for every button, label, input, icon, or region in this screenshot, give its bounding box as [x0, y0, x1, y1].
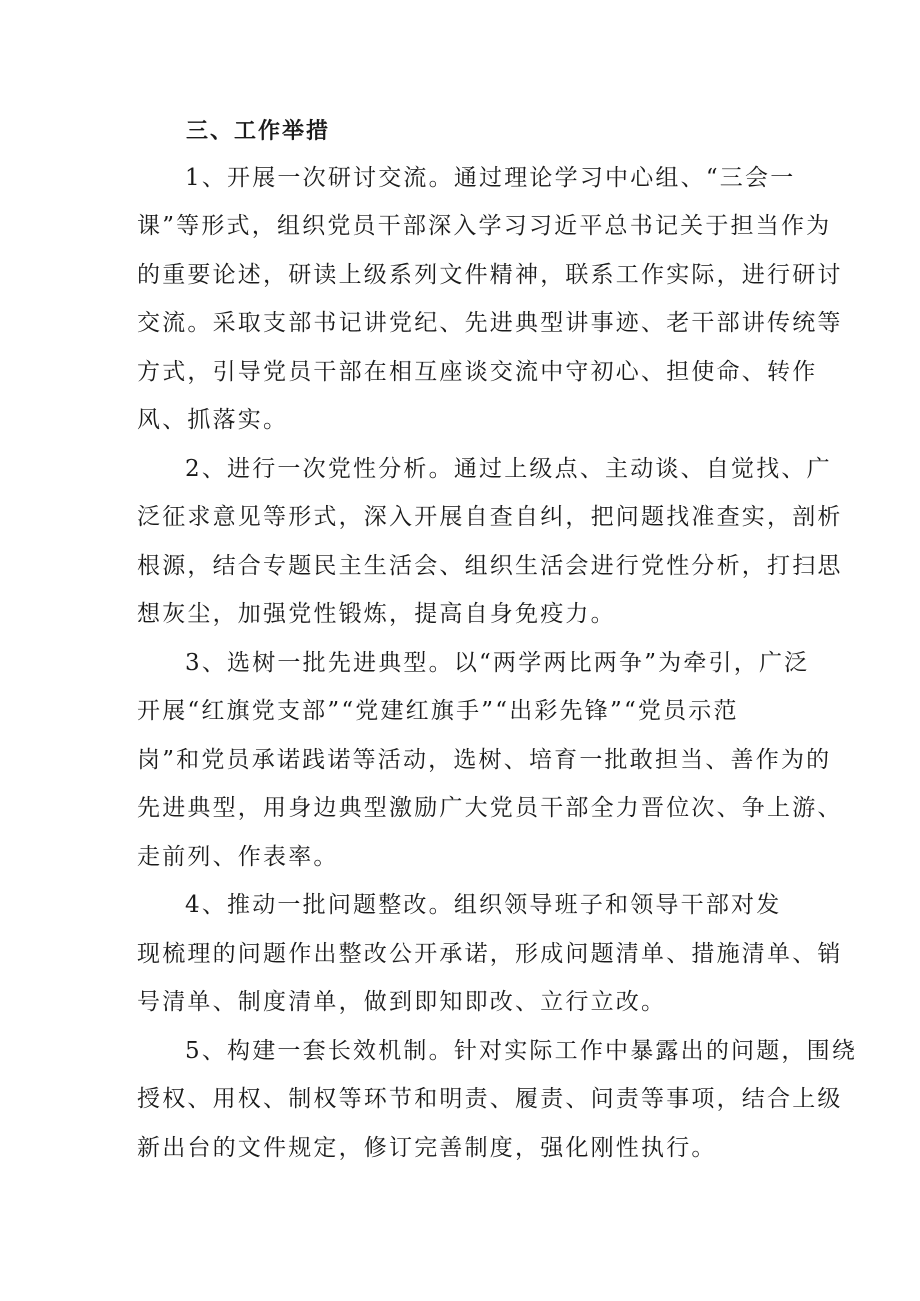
paragraph-5-line-3: 新出台的文件规定，修订完善制度，强化刚性执行。	[137, 1135, 717, 1161]
paragraph-1-line-2: 课”等形式，组织党员干部深入学习习近平总书记关于担当作为	[137, 213, 832, 239]
section-title: 三、工作举措	[186, 119, 331, 144]
paragraph-2-line-4: 想灰尘，加强党性锻炼，提高自身免疫力。	[137, 601, 616, 627]
paragraph-4-line-3: 号清单、制度清单，做到即知即改、立行立改。	[137, 989, 667, 1015]
paragraph-3-line-5: 走前列、作表率。	[137, 844, 339, 870]
paragraph-2-line-3: 根源，结合专题民主生活会、组织生活会进行党性分析，打扫思	[137, 553, 843, 579]
paragraph-1-line-4: 交流。采取支部书记讲党纪、先进典型讲事迹、老干部讲传统等	[137, 310, 843, 336]
paragraph-1-line-1: 1、开展一次研讨交流。通过理论学习中心组、“三会一	[185, 165, 796, 191]
paragraph-3-line-4: 先进典型，用身边典型激励广大党员干部全力晋位次、争上游、	[137, 795, 843, 821]
paragraph-4-line-1: 4、推动一批问题整改。组织领导班子和领导干部对发	[185, 892, 782, 918]
paragraph-1-line-5: 方式，引导党员干部在相互座谈交流中守初心、担使命、转作	[137, 359, 818, 385]
paragraph-3-line-3: 岗”和党员承诺践诺等活动，选树、培育一批敢担当、善作为的	[137, 747, 832, 773]
paragraph-3-line-1: 3、选树一批先进典型。以“两学两比两争”为牵引，广泛	[185, 650, 810, 676]
paragraph-1-line-6: 风、抓落实。	[137, 407, 289, 433]
paragraph-5-line-1: 5、构建一套长效机制。针对实际工作中暴露出的问题，围绕	[185, 1038, 858, 1064]
paragraph-2-line-1: 2、进行一次党性分析。通过上级点、主动谈、自觉找、广	[185, 456, 832, 482]
paragraph-4-line-2: 现梳理的问题作出整改公开承诺，形成问题清单、措施清单、销	[137, 941, 843, 967]
paragraph-3-line-2: 开展“红旗党支部”“党建红旗手”“出彩先锋”“党员示范	[137, 698, 739, 724]
paragraph-2-line-2: 泛征求意见等形式，深入开展自查自纠，把问题找准查实，剖析	[137, 504, 843, 530]
paragraph-5-line-2: 授权、用权、制权等环节和明责、履责、问责等事项，结合上级	[137, 1086, 843, 1112]
paragraph-1-line-3: 的重要论述，研读上级系列文件精神，联系工作实际，进行研讨	[137, 262, 843, 288]
